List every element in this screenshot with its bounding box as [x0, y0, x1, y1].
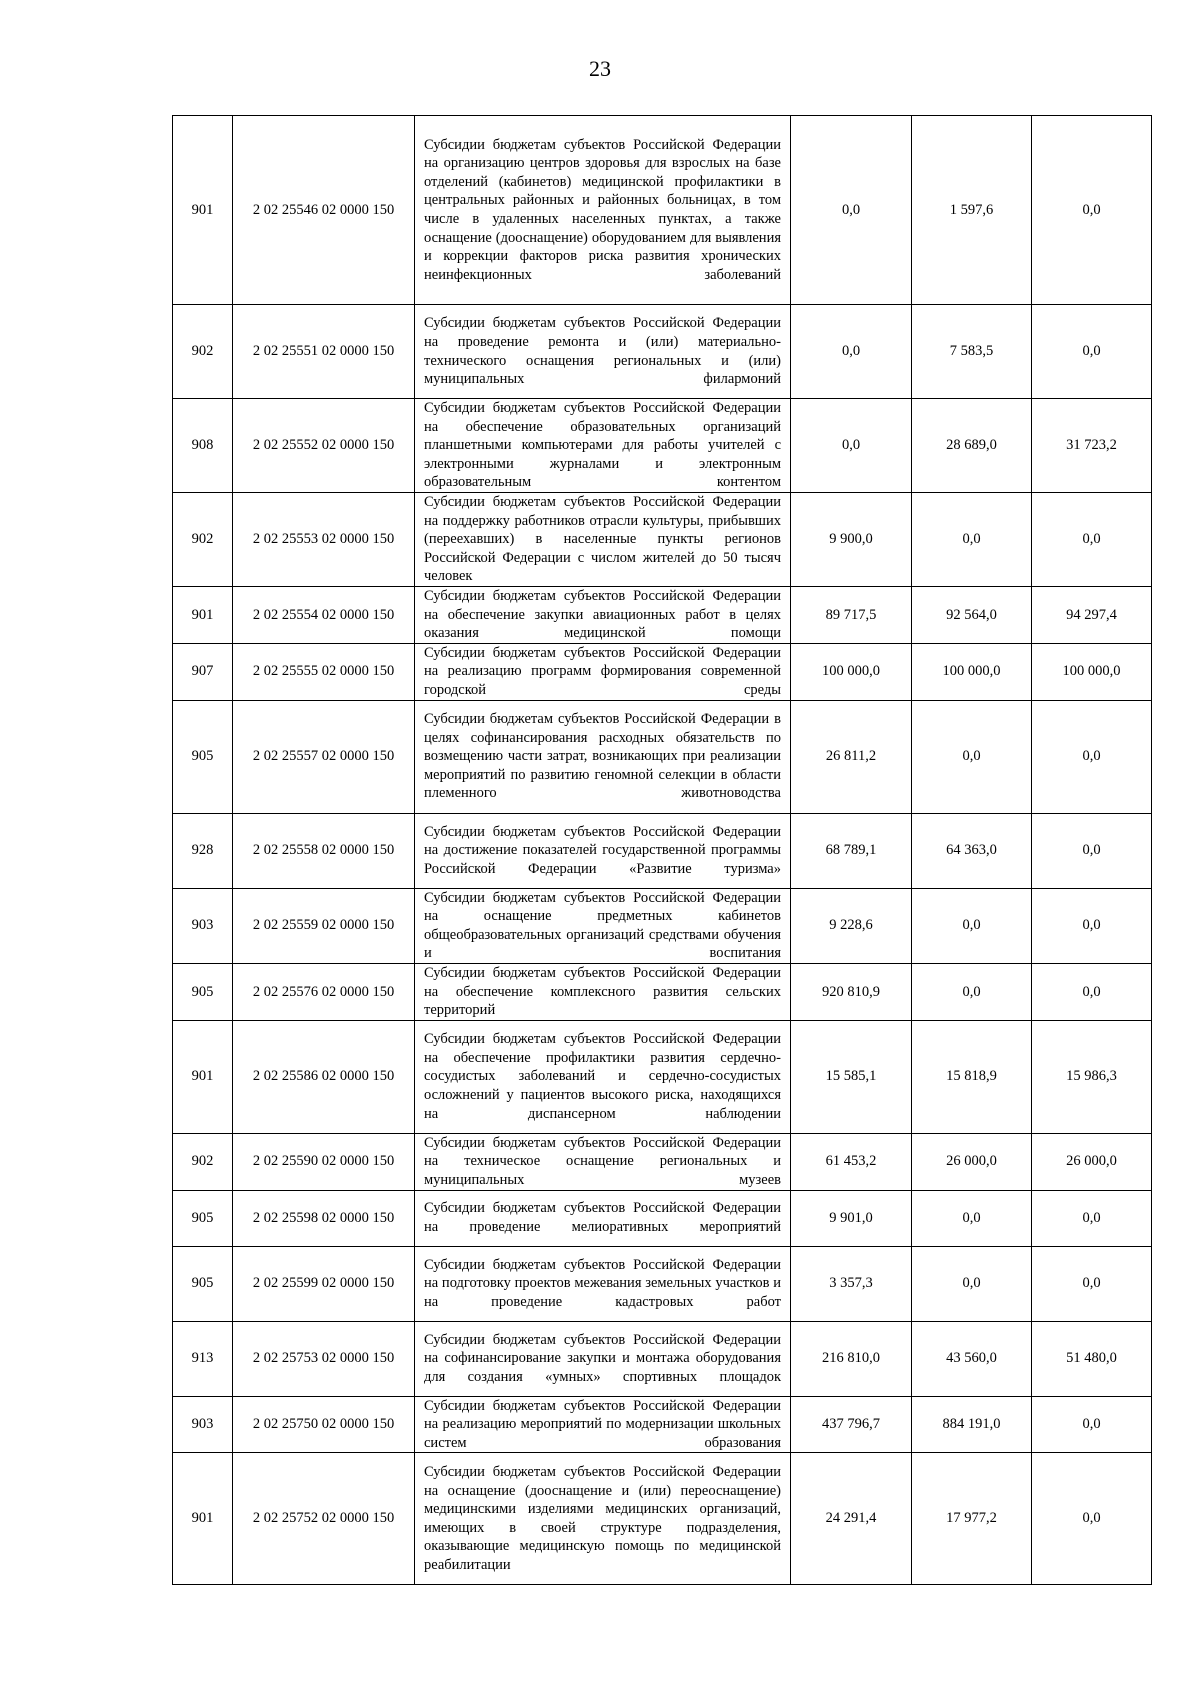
amount-year-3-cell: 15 986,3 — [1032, 1020, 1152, 1133]
amount-year-2-cell: 28 689,0 — [912, 399, 1032, 493]
amount-year-2-cell: 0,0 — [912, 1190, 1032, 1246]
admin-code-cell: 907 — [173, 643, 233, 700]
description-cell: Субсидии бюджетам субъектов Российской Федерации на техническое оснащение региональных и муниципальных музеев — [415, 1133, 791, 1190]
amount-year-3-cell: 0,0 — [1032, 1246, 1152, 1321]
amount-year-1-cell: 100 000,0 — [791, 643, 912, 700]
amount-year-1-cell: 0,0 — [791, 116, 912, 305]
amount-year-2-cell: 0,0 — [912, 1246, 1032, 1321]
classification-code-cell: 2 02 25586 02 0000 150 — [233, 1020, 415, 1133]
description-cell: Субсидии бюджетам субъектов Российской Федерации на оснащение предметных кабинетов общеобразовательных организаций средствами обучения и воспитания — [415, 888, 791, 963]
amount-year-1-cell: 26 811,2 — [791, 700, 912, 813]
description-cell: Субсидии бюджетам субъектов Российской Федерации на проведение мелиоративных мероприятий — [415, 1190, 791, 1246]
description-cell: Субсидии бюджетам субъектов Российской Федерации в целях софинансирования расходных обязательств по возмещению части затрат, возникающих при реализации мероприятий по развитию геномной селекции в области племенного животноводства — [415, 700, 791, 813]
classification-code-cell: 2 02 25546 02 0000 150 — [233, 116, 415, 305]
table-row — [173, 305, 1152, 399]
description-cell: Субсидии бюджетам субъектов Российской Федерации на обеспечение профилактики развития сердечно-сосудистых заболеваний и сердечно-сосудистых осложнений у пациентов высокого риска, находящихся на диспансерном наблюдении — [415, 1020, 791, 1133]
amount-year-3-cell: 0,0 — [1032, 305, 1152, 399]
amount-year-2-cell: 884 191,0 — [912, 1396, 1032, 1453]
amount-year-1-cell: 61 453,2 — [791, 1133, 912, 1190]
amount-year-3-cell: 0,0 — [1032, 700, 1152, 813]
admin-code-cell: 905 — [173, 1246, 233, 1321]
classification-code-cell: 2 02 25554 02 0000 150 — [233, 587, 415, 644]
table-row — [173, 643, 1152, 700]
amount-year-2-cell: 100 000,0 — [912, 643, 1032, 700]
classification-code-cell: 2 02 25598 02 0000 150 — [233, 1190, 415, 1246]
description-cell: Субсидии бюджетам субъектов Российской Федерации на поддержку работников отрасли культуры, прибывших (переехавших) в населенные пункты регионов Российской Федерации с числом жителей до 50 тысяч человек — [415, 493, 791, 587]
admin-code-cell: 901 — [173, 587, 233, 644]
amount-year-3-cell: 100 000,0 — [1032, 643, 1152, 700]
table-row — [173, 963, 1152, 1020]
amount-year-1-cell: 216 810,0 — [791, 1321, 912, 1396]
admin-code-cell: 903 — [173, 1396, 233, 1453]
amount-year-2-cell: 1 597,6 — [912, 116, 1032, 305]
amount-year-3-cell: 0,0 — [1032, 493, 1152, 587]
admin-code-cell: 905 — [173, 1190, 233, 1246]
amount-year-2-cell: 0,0 — [912, 493, 1032, 587]
amount-year-1-cell: 9 900,0 — [791, 493, 912, 587]
admin-code-cell: 928 — [173, 813, 233, 888]
admin-code-cell: 903 — [173, 888, 233, 963]
classification-code-cell: 2 02 25753 02 0000 150 — [233, 1321, 415, 1396]
classification-code-cell: 2 02 25590 02 0000 150 — [233, 1133, 415, 1190]
amount-year-1-cell: 0,0 — [791, 399, 912, 493]
table-row — [173, 1453, 1152, 1585]
description-cell: Субсидии бюджетам субъектов Российской Федерации на оснащение (дооснащение и (или) переоснащение) медицинскими изделиями медицинских организаций, имеющих в своей структуре подразделения, оказывающие медицинскую помощь по медицинской реабилитации — [415, 1453, 791, 1585]
amount-year-2-cell: 26 000,0 — [912, 1133, 1032, 1190]
description-cell: Субсидии бюджетам субъектов Российской Федерации на обеспечение закупки авиационных работ в целях оказания медицинской помощи — [415, 587, 791, 644]
admin-code-cell: 905 — [173, 963, 233, 1020]
admin-code-cell: 901 — [173, 1020, 233, 1133]
amount-year-3-cell: 0,0 — [1032, 888, 1152, 963]
classification-code-cell: 2 02 25750 02 0000 150 — [233, 1396, 415, 1453]
classification-code-cell: 2 02 25558 02 0000 150 — [233, 813, 415, 888]
table-row — [173, 700, 1152, 813]
description-cell: Субсидии бюджетам субъектов Российской Федерации на софинансирование закупки и монтажа оборудования для создания «умных» спортивных площадок — [415, 1321, 791, 1396]
table-row — [173, 493, 1152, 587]
classification-code-cell: 2 02 25552 02 0000 150 — [233, 399, 415, 493]
amount-year-3-cell: 0,0 — [1032, 963, 1152, 1020]
admin-code-cell: 901 — [173, 116, 233, 305]
amount-year-1-cell: 9 228,6 — [791, 888, 912, 963]
classification-code-cell: 2 02 25599 02 0000 150 — [233, 1246, 415, 1321]
amount-year-2-cell: 0,0 — [912, 963, 1032, 1020]
table-row — [173, 1396, 1152, 1453]
table-body — [173, 116, 1152, 1585]
classification-code-cell: 2 02 25559 02 0000 150 — [233, 888, 415, 963]
amount-year-3-cell: 31 723,2 — [1032, 399, 1152, 493]
amount-year-2-cell: 43 560,0 — [912, 1321, 1032, 1396]
amount-year-1-cell: 437 796,7 — [791, 1396, 912, 1453]
classification-code-cell: 2 02 25752 02 0000 150 — [233, 1453, 415, 1585]
amount-year-3-cell: 0,0 — [1032, 813, 1152, 888]
amount-year-2-cell: 92 564,0 — [912, 587, 1032, 644]
amount-year-3-cell: 0,0 — [1032, 116, 1152, 305]
classification-code-cell: 2 02 25557 02 0000 150 — [233, 700, 415, 813]
amount-year-1-cell: 89 717,5 — [791, 587, 912, 644]
amount-year-1-cell: 15 585,1 — [791, 1020, 912, 1133]
amount-year-2-cell: 0,0 — [912, 888, 1032, 963]
admin-code-cell: 902 — [173, 493, 233, 587]
amount-year-3-cell: 26 000,0 — [1032, 1133, 1152, 1190]
amount-year-3-cell: 51 480,0 — [1032, 1321, 1152, 1396]
amount-year-2-cell: 0,0 — [912, 700, 1032, 813]
table-row — [173, 116, 1152, 305]
description-cell: Субсидии бюджетам субъектов Российской Федерации на обеспечение комплексного развития сельских территорий — [415, 963, 791, 1020]
table-row — [173, 813, 1152, 888]
description-cell: Субсидии бюджетам субъектов Российской Федерации на проведение ремонта и (или) материально-технического оснащения региональных и (или) муниципальных филармоний — [415, 305, 791, 399]
classification-code-cell: 2 02 25576 02 0000 150 — [233, 963, 415, 1020]
amount-year-3-cell: 0,0 — [1032, 1453, 1152, 1585]
table-row — [173, 587, 1152, 644]
amount-year-2-cell: 64 363,0 — [912, 813, 1032, 888]
description-cell: Субсидии бюджетам субъектов Российской Федерации на реализацию программ формирования современной городской среды — [415, 643, 791, 700]
classification-code-cell: 2 02 25553 02 0000 150 — [233, 493, 415, 587]
classification-code-cell: 2 02 25551 02 0000 150 — [233, 305, 415, 399]
admin-code-cell: 913 — [173, 1321, 233, 1396]
classification-code-cell: 2 02 25555 02 0000 150 — [233, 643, 415, 700]
table-row — [173, 1246, 1152, 1321]
table-row — [173, 1190, 1152, 1246]
amount-year-2-cell: 7 583,5 — [912, 305, 1032, 399]
amount-year-1-cell: 3 357,3 — [791, 1246, 912, 1321]
amount-year-1-cell: 920 810,9 — [791, 963, 912, 1020]
admin-code-cell: 908 — [173, 399, 233, 493]
amount-year-1-cell: 24 291,4 — [791, 1453, 912, 1585]
table-row — [173, 1321, 1152, 1396]
amount-year-1-cell: 9 901,0 — [791, 1190, 912, 1246]
amount-year-3-cell: 0,0 — [1032, 1396, 1152, 1453]
description-cell: Субсидии бюджетам субъектов Российской Федерации на реализацию мероприятий по модернизации школьных систем образования — [415, 1396, 791, 1453]
description-cell: Субсидии бюджетам субъектов Российской Федерации на обеспечение образовательных организаций планшетными компьютерами для работы учителей с электронными журналами и электронным образовательным контентом — [415, 399, 791, 493]
amount-year-3-cell: 94 297,4 — [1032, 587, 1152, 644]
amount-year-2-cell: 15 818,9 — [912, 1020, 1032, 1133]
amount-year-1-cell: 68 789,1 — [791, 813, 912, 888]
admin-code-cell: 901 — [173, 1453, 233, 1585]
budget-table — [172, 115, 1152, 1585]
description-cell: Субсидии бюджетам субъектов Российской Федерации на подготовку проектов межевания земельных участков и на проведение кадастровых работ — [415, 1246, 791, 1321]
description-cell: Субсидии бюджетам субъектов Российской Федерации на достижение показателей государственной программы Российской Федерации «Развитие туризма» — [415, 813, 791, 888]
admin-code-cell: 902 — [173, 1133, 233, 1190]
amount-year-3-cell: 0,0 — [1032, 1190, 1152, 1246]
table-row — [173, 399, 1152, 493]
amount-year-1-cell: 0,0 — [791, 305, 912, 399]
table-row — [173, 888, 1152, 963]
description-cell: Субсидии бюджетам субъектов Российской Федерации на организацию центров здоровья для взрослых на базе отделений (кабинетов) медицинской профилактики в центральных районных и районных больницах, в том числе в удаленных населенных пунктах, а также оснащение (дооснащение) оборудованием для выявления и коррекции факторов риска развития хронических неинфекционных заболеваний — [415, 116, 791, 305]
page-number: 23 — [589, 56, 611, 81]
amount-year-2-cell: 17 977,2 — [912, 1453, 1032, 1585]
admin-code-cell: 905 — [173, 700, 233, 813]
table-row — [173, 1133, 1152, 1190]
table-row — [173, 1020, 1152, 1133]
admin-code-cell: 902 — [173, 305, 233, 399]
